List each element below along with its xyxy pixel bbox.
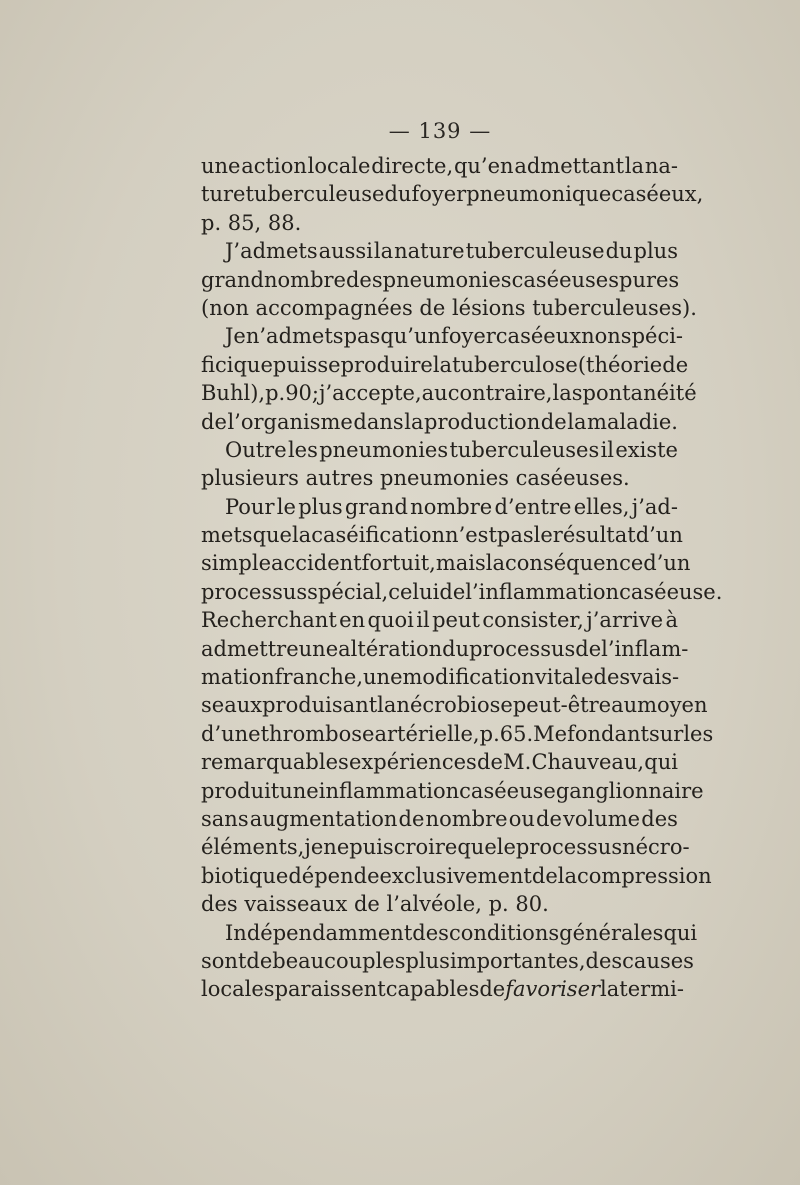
text-line — [201, 833, 690, 861]
text-line — [201, 351, 689, 379]
text-word: directe, — [371, 154, 454, 178]
text-word: le — [276, 494, 296, 519]
text-word: quoi — [367, 608, 414, 633]
text-line — [201, 890, 678, 918]
text-word: de — [398, 806, 425, 831]
text-word: mais — [435, 551, 486, 576]
text-word: la — [291, 523, 312, 548]
text-word: caséeuses — [511, 267, 619, 292]
text-line — [201, 379, 697, 407]
text-word: des vaisseaux de l’alvéole, p. 80. — [201, 892, 549, 917]
text-word: caséeuse. — [619, 579, 723, 604]
text-word: n’est — [445, 523, 497, 548]
text-word: tuberculeuses — [449, 437, 600, 462]
text-word: simple — [201, 551, 271, 576]
text-word: le — [496, 835, 516, 860]
text-line — [201, 862, 712, 890]
text-word: nature — [394, 239, 465, 264]
text-word: maladie. — [587, 409, 678, 434]
text-word: la — [485, 551, 506, 576]
text-word: la — [373, 239, 394, 264]
text-word: p. 85, 88. — [201, 210, 302, 235]
text-word: éléments, — [201, 835, 305, 860]
text-word: que — [252, 523, 292, 548]
text-word: de — [575, 636, 602, 661]
text-word: mation — [201, 665, 275, 690]
text-line — [201, 152, 678, 180]
text-word: des — [345, 267, 383, 292]
text-word: franche, — [274, 665, 364, 690]
text-word: de — [540, 409, 567, 434]
text-word: contraire, — [447, 381, 553, 406]
text-word: locale — [307, 154, 371, 178]
text-word: qu’un — [380, 324, 442, 349]
text-word: production — [424, 409, 541, 434]
text-word: j’accepte, — [318, 381, 422, 406]
text-word: des — [593, 665, 631, 690]
text-word: pneumonique — [466, 182, 612, 207]
text-word: l’organisme — [227, 409, 353, 434]
text-word: qui — [663, 920, 698, 945]
text-word: ganglionnaire — [555, 778, 704, 803]
text-word: existe — [615, 437, 678, 462]
text-word: (non accompagnées de lésions tuberculeuses). — [201, 295, 697, 320]
text-word: la — [552, 381, 572, 406]
text-word: Me — [533, 721, 568, 746]
text-word: l’inflammation — [465, 579, 620, 604]
text-word: croire — [393, 835, 458, 860]
text-word: inflammation — [318, 778, 460, 803]
text-word: dans — [353, 409, 404, 434]
text-word: ficique — [201, 352, 273, 377]
text-word: la — [404, 409, 424, 434]
text-word: il — [416, 608, 430, 633]
text-word: caséeux — [495, 324, 582, 349]
text-word: compression — [577, 863, 712, 888]
text-line — [201, 408, 678, 436]
text-word: Chauveau, — [531, 750, 645, 775]
text-word: foyer — [411, 182, 467, 207]
text-word: remarquables — [201, 750, 349, 775]
text-line — [201, 578, 723, 606]
text-word: une — [279, 778, 319, 803]
text-word: tuberculeuse — [245, 182, 385, 207]
text-word: locales — [201, 977, 275, 1002]
text-word: de — [662, 352, 689, 377]
text-word: d’entre — [494, 494, 572, 519]
text-word: les — [683, 721, 714, 746]
text-word: peut-être — [512, 693, 612, 718]
text-word: une — [201, 154, 241, 178]
text-word: thrombose — [260, 721, 375, 746]
text-word: une — [363, 665, 403, 690]
text-word: de — [439, 579, 466, 604]
text-word: caséification — [311, 523, 446, 548]
text-word: plus — [298, 494, 343, 519]
text-word: processus — [515, 835, 623, 860]
text-word: le — [533, 523, 553, 548]
text-word: ne — [323, 835, 350, 860]
text-word: il — [600, 437, 615, 462]
text-line — [201, 521, 683, 549]
text-line — [201, 947, 694, 975]
text-word: vais- — [630, 665, 680, 690]
text-word: vitale — [534, 665, 594, 690]
text-word: la — [377, 693, 397, 718]
text-word: favoriser — [505, 977, 601, 1002]
text-word: n’admets — [245, 324, 344, 349]
text-line — [201, 209, 678, 237]
text-word: en — [339, 608, 366, 633]
text-word: action — [241, 154, 307, 178]
text-word: p. — [479, 721, 500, 746]
text-word: la — [567, 409, 587, 434]
text-word: résultat — [552, 523, 636, 548]
text-word: qui — [644, 750, 678, 775]
text-line — [201, 720, 714, 748]
text-word: termi- — [619, 977, 684, 1002]
text-word: admettre — [201, 636, 299, 661]
text-word: au — [421, 381, 448, 406]
text-word: Pour — [225, 494, 275, 519]
text-word: la — [624, 154, 645, 178]
text-word: sont — [201, 948, 247, 973]
text-word: les — [287, 437, 318, 462]
text-word: qu’en — [453, 154, 514, 178]
text-word: nécro- — [622, 835, 690, 860]
text-word: nombre — [410, 494, 493, 519]
text-word: (théorie — [577, 352, 663, 377]
text-word: J’admets — [225, 239, 318, 264]
text-word: produire — [340, 352, 433, 377]
text-line — [201, 975, 684, 1003]
text-word: elles, — [573, 494, 630, 519]
text-word: d’un — [635, 523, 683, 548]
text-word: expériences — [348, 750, 477, 775]
text-word: d’une — [201, 721, 261, 746]
text-word: causes — [622, 948, 694, 973]
text-word: de — [531, 863, 558, 888]
text-line — [201, 493, 678, 521]
text-word: de — [246, 948, 273, 973]
text-word: grand — [344, 494, 408, 519]
text-line — [201, 436, 678, 464]
text-line — [201, 635, 689, 663]
text-word: altération — [338, 636, 443, 661]
text-line — [201, 606, 678, 634]
text-word: pneumonies — [382, 267, 512, 292]
text-word: artérielle, — [374, 721, 480, 746]
text-word: à — [665, 608, 678, 633]
text-word: Je — [225, 324, 246, 349]
text-word: spéci- — [620, 324, 684, 349]
text-word: pas — [496, 523, 534, 548]
text-word: pures — [619, 267, 680, 292]
body-text — [201, 152, 723, 1004]
text-word: de — [536, 806, 562, 831]
text-word: du — [605, 239, 633, 264]
text-word: caséeux, — [611, 182, 704, 207]
text-word: que — [457, 835, 497, 860]
text-word: produisant — [262, 693, 378, 718]
text-word: plus — [633, 239, 678, 264]
text-line — [201, 266, 678, 294]
text-line — [201, 237, 678, 265]
text-word: peut — [432, 608, 480, 633]
text-word: foyer — [441, 324, 496, 349]
text-word: admettant — [514, 154, 625, 178]
text-word: conséquence — [505, 551, 644, 576]
text-word: de — [477, 750, 503, 775]
text-word: consister, — [482, 608, 584, 633]
text-word: de — [201, 409, 227, 434]
text-word: d’un — [643, 551, 691, 576]
text-word: grand — [201, 267, 264, 292]
text-word: Indépendamment — [225, 920, 413, 945]
text-word: puisse — [272, 352, 341, 377]
text-line — [201, 691, 708, 719]
text-word: du — [442, 636, 470, 661]
text-line — [201, 777, 704, 805]
text-word: fortuit, — [361, 551, 436, 576]
text-word: aussi — [318, 239, 373, 264]
text-line — [201, 180, 704, 208]
text-word: celui — [388, 579, 440, 604]
text-word: volume — [563, 806, 641, 831]
text-word: sur — [648, 721, 684, 746]
text-word: non — [581, 324, 621, 349]
text-word: tuberculeuse — [465, 239, 605, 264]
text-word: plusieurs autres pneumonies caséeuses. — [201, 466, 630, 491]
text-word: produit — [201, 778, 280, 803]
text-line — [201, 549, 691, 577]
text-word: Outre — [225, 437, 287, 462]
text-word: la — [432, 352, 453, 377]
text-word: dépende — [288, 863, 380, 888]
text-word: conditions — [448, 920, 560, 945]
text-word: paraissent — [274, 977, 386, 1002]
text-word: nombre — [425, 806, 508, 831]
text-word: 90; — [285, 381, 319, 406]
text-word: caséeuse — [459, 778, 556, 803]
text-word: des — [585, 948, 623, 973]
text-word: l’inflam- — [601, 636, 689, 661]
text-word: j’arrive — [586, 608, 664, 633]
text-word: ture — [201, 182, 246, 207]
text-word: sans — [201, 806, 249, 831]
text-word: Buhl),p. — [201, 381, 286, 406]
page-number: — 139 — — [388, 119, 492, 143]
text-word: la — [600, 977, 620, 1002]
text-word: j’ad- — [631, 494, 678, 519]
text-word: biotique — [201, 863, 289, 888]
text-line — [201, 464, 678, 492]
text-word: processus — [469, 636, 576, 661]
text-word: générales — [559, 920, 664, 945]
text-word: mets — [201, 523, 253, 548]
text-word: spécial, — [307, 579, 389, 604]
text-word: capables — [385, 977, 480, 1002]
text-word: au — [611, 693, 638, 718]
text-word: spontanéité — [571, 381, 697, 406]
text-word: pas — [343, 324, 381, 349]
text-word: augmentation — [249, 806, 398, 831]
text-word: moyen — [637, 693, 708, 718]
text-line — [201, 294, 697, 322]
text-word: exclusivement — [379, 863, 532, 888]
text-word: plus — [405, 948, 450, 973]
text-word: 65. — [499, 721, 534, 746]
text-word: beaucoup — [272, 948, 376, 973]
text-word: seaux — [201, 693, 263, 718]
text-line — [201, 919, 698, 947]
text-word: fondant — [567, 721, 649, 746]
text-word: ou — [508, 806, 535, 831]
text-word: nombre — [263, 267, 346, 292]
text-word: accident — [271, 551, 362, 576]
text-word: des — [412, 920, 449, 945]
text-word: puis — [349, 835, 394, 860]
text-word: je — [304, 835, 324, 860]
text-word: processus — [201, 579, 308, 604]
text-word: importantes, — [449, 948, 586, 973]
text-word: tuberculose — [452, 352, 578, 377]
text-line — [201, 322, 684, 350]
text-word: pneumonies — [319, 437, 449, 462]
text-word: du — [384, 182, 412, 207]
text-word: une — [298, 636, 339, 661]
text-word: la — [557, 863, 577, 888]
text-word: nécrobiose — [396, 693, 513, 718]
text-line — [201, 663, 678, 691]
text-word: les — [375, 948, 406, 973]
text-word: na- — [644, 154, 678, 178]
text-word: modification — [402, 665, 535, 690]
text-word: Recherchant — [201, 608, 337, 633]
text-word: M. — [503, 750, 532, 775]
text-word: de — [479, 977, 506, 1002]
text-line — [201, 748, 678, 776]
text-word: des — [641, 806, 678, 831]
text-line — [201, 805, 678, 833]
